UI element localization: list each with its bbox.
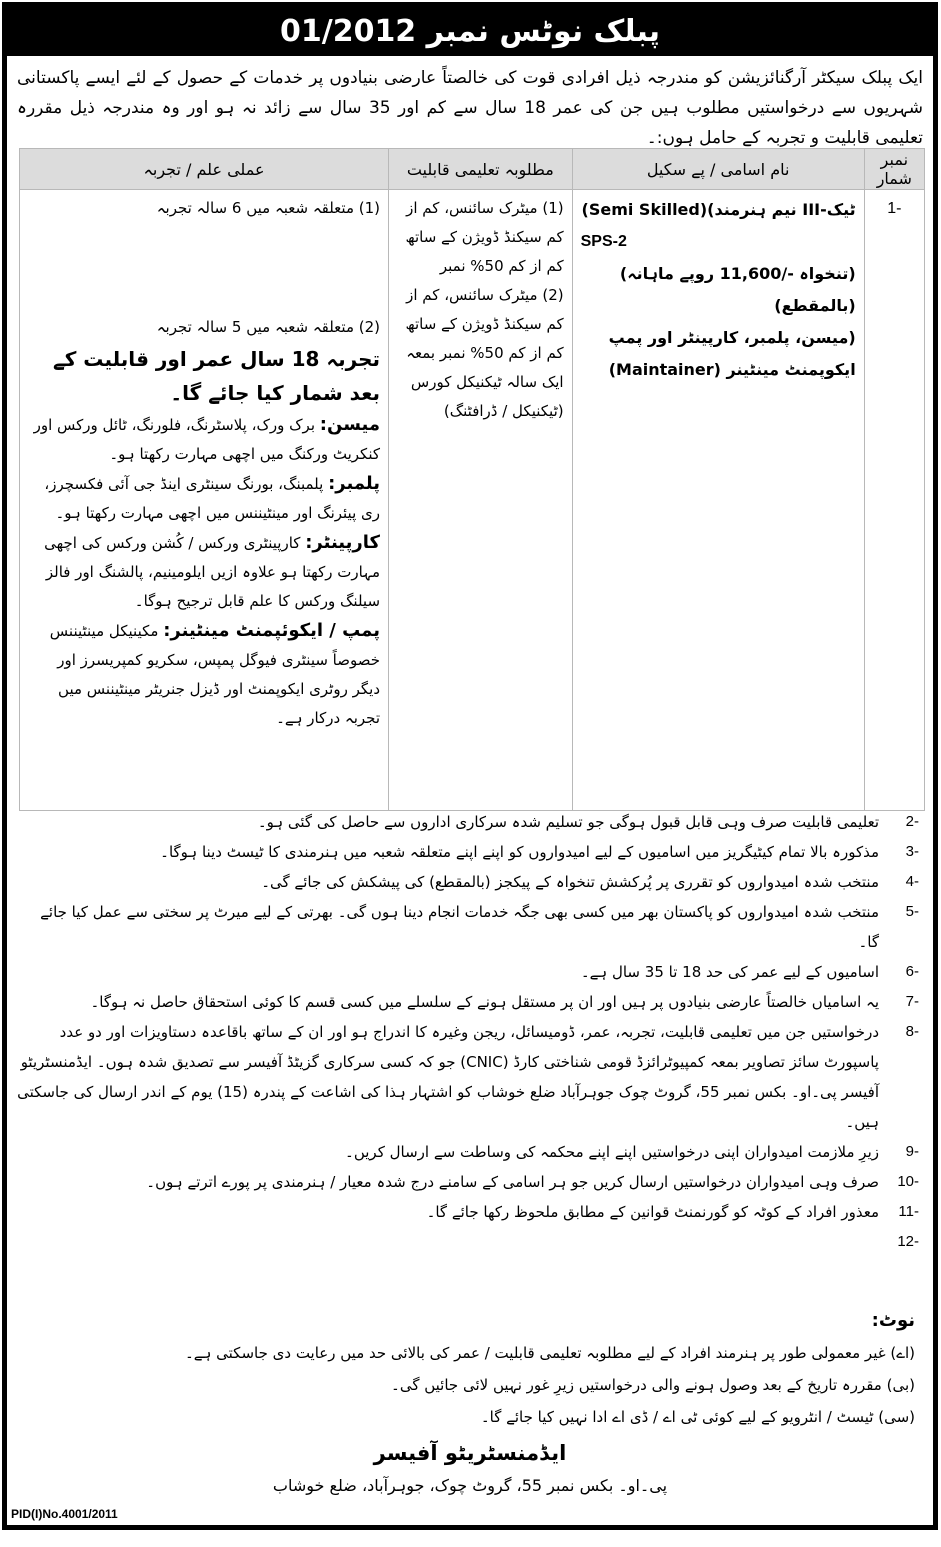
list-item — [17, 1197, 923, 1227]
item-number: -4 — [905, 873, 919, 890]
salary: (تنخواہ -/11,600 روپے ماہانہ)(بالمقطع) — [619, 264, 856, 315]
cell-education — [389, 190, 573, 811]
list-item — [17, 867, 923, 897]
trades: (میسن، پلمبر، کارپینٹر اور پمپ ایکوپمنٹ مینٹینر (Maintainer) — [608, 328, 856, 379]
plumber-text: پلمبنگ، بورنگ سینٹری اینڈ جی آئی فکسچرز، ری پیئرنگ اور مینٹیننس میں اچھی مہارت رکھتا ہو۔ — [44, 475, 381, 522]
post-title: ٹیک-III نیم ہنرمند)(Semi Skilled) — [581, 200, 856, 219]
list-item — [17, 837, 923, 867]
mason-requirement — [28, 410, 380, 469]
notice-title-bar — [7, 7, 933, 56]
item-number: -9 — [905, 1143, 919, 1160]
carpenter-text: کارپینٹری ورکس / کُشن ورکس کی اچھی مہارت رکھتا ہو علاوہ ازیں ایلومینیم، پالشنگ اور فالز سیلنگ ورکس کا علم قابل ترجیح ہوگا۔ — [44, 534, 381, 610]
item-text: تعلیمی قابلیت صرف وہی قابل قبول ہوگی جو تسلیم شدہ سرکاری اداروں سے حاصل کی گئی ہو۔ — [257, 813, 879, 831]
carpenter-label: کارپینٹر: — [305, 532, 381, 553]
item-number: -6 — [905, 963, 919, 980]
education-option-2-detail: (ٹیکنیکل / ڈرافٹنگ) — [443, 402, 564, 420]
item-number: -7 — [905, 993, 919, 1010]
item-number: -5 — [905, 903, 919, 920]
pump-maintainer-requirement — [28, 616, 380, 733]
experience-note: تجربہ 18 سال عمر اور قابلیت کے بعد شمار کیا جائے گا۔ — [52, 347, 381, 405]
notice-frame — [2, 2, 938, 1530]
signature-block — [7, 1435, 933, 1501]
pay-scale: SPS-2 — [580, 233, 627, 250]
item-text: اسامیوں کے لیے عمر کی حد 18 تا 35 سال ہے۔ — [580, 963, 879, 981]
list-item — [17, 807, 923, 837]
list-item — [17, 1167, 923, 1197]
list-item — [17, 987, 923, 1017]
note-item: (اے) غیر معمولی طور پر ہنرمند افراد کے لیے مطلوبہ تعلیمی قابلیت / عمر کی بالائی حد میں رعایت دی جاسکتی ہے۔ — [185, 1344, 915, 1362]
conditions-list — [17, 807, 923, 1257]
list-item — [17, 1137, 923, 1167]
item-number: -10 — [897, 1173, 919, 1190]
mason-label: میسن: — [319, 414, 381, 435]
note-item: (سی) ٹیسٹ / انٹرویو کے لیے کوئی ٹی اے / ڈی اے ادا نہیں کیا جائے گا۔ — [480, 1408, 915, 1426]
experience-option-2: (2) متعلقہ شعبہ میں 5 سالہ تجربہ — [156, 318, 381, 336]
note-item: (بی) مقررہ تاریخ کے بعد وصول ہونے والی درخواستیں زیرِ غور نہیں لائی جائیں گی۔ — [391, 1376, 915, 1394]
cell-serial: -1 — [864, 190, 924, 811]
item-text: معذور افراد کے کوٹہ کو گورنمنٹ قوانین کے مطابق ملحوظ رکھا جائے گا۔ — [426, 1203, 879, 1221]
cell-experience — [20, 190, 389, 811]
plumber-requirement — [28, 469, 380, 528]
header-education: مطلوبہ تعلیمی قابلیت — [389, 149, 573, 190]
item-text: منتخب شدہ امیدواروں کو تقرری پر پُرکشش تنخواہ کے پیکجز (بالمقطع) کی پیشکش کی جائے گی۔ — [261, 873, 879, 891]
office-address: پی۔او۔ بکس نمبر 55، گروٹ چوک، جوہرآباد، ضلع خوشاب — [272, 1476, 668, 1495]
item-text: درخواستیں جن میں تعلیمی قابلیت، تجربہ، عمر، ڈومیسائل، ریجن وغیرہ کا اندراج ہو اور ان کے ساتھ باقاعدہ دستاویزات اور دو عدد پاسپورٹ سائز تصاویر بمعہ کمپیوٹرائزڈ قومی شناختی کارڈ (CNIC) جو کہ کسی سرکاری گزیٹڈ آفیسر سے تصدیق شدہ ہوں۔ ایڈمنسٹریٹو آفیسر پی۔او۔ بکس نمبر 55، گروٹ چوک جوہرآباد ضلع خوشاب کو اشتہار ہذا کی اشاعت کے پندرہ (15) یوم کے اندر ارسال کی جاسکتی ہیں۔ — [17, 1023, 879, 1131]
item-text: منتخب شدہ امیدواروں کو پاکستان بھر میں کسی بھی جگہ خدمات انجام دینا ہوں گی۔ بھرتی کے لیے میرٹ پر سختی سے عمل کیا جائے گا۔ — [40, 903, 879, 951]
item-number: -2 — [905, 813, 919, 830]
item-text: مذکورہ بالا تمام کیٹیگریز میں اسامیوں کے لیے امیدواروں کو اپنے اپنے متعلقہ شعبہ میں ہنرمندی کا ٹیسٹ دینا ہوگا۔ — [160, 843, 879, 861]
item-number: -3 — [905, 843, 919, 860]
issuing-office: ایڈمنسٹریٹو آفیسر — [373, 1441, 567, 1465]
cell-post-name — [572, 190, 864, 811]
plumber-label: پلمبر: — [328, 473, 381, 494]
pid-number: PID(I)No.4001/2011 — [11, 1507, 118, 1521]
list-item — [17, 1227, 923, 1257]
item-text: زیرِ ملازمت امیدواران اپنی درخواستیں اپنے اپنے محکمہ کی وساطت سے ارسال کریں۔ — [345, 1143, 879, 1161]
item-text: صرف وہی امیدواران درخواستیں ارسال کریں جو ہر اسامی کے سامنے درج شدہ معیار / ہنرمندی پر پورے اترتے ہوں۔ — [146, 1173, 879, 1191]
education-option-2: (2) میٹرک سائنس، کم از کم سیکنڈ ڈویژن کے ساتھ کم از کم 50% نمبر بمعہ ایک سالہ ٹیکنیکل کورس — [405, 286, 564, 391]
list-item — [17, 1017, 923, 1137]
pump-maintainer-label: پمپ / ایکوئپمنٹ مینٹینر: — [163, 620, 381, 641]
experience-option-1: (1) متعلقہ شعبہ میں 6 سالہ تجربہ — [156, 199, 381, 217]
header-serial: نمبر شمار — [864, 149, 924, 190]
mason-text: برک ورک، پلاسٹرنگ، فلورنگ، ٹائل ورکس اور کنکریٹ ورکنگ میں اچھی مہارت رکھتا ہو۔ — [33, 416, 381, 463]
table-row — [20, 190, 925, 811]
list-item — [17, 897, 923, 957]
intro-paragraph: ایک پبلک سیکٹر آرگنائزیشن کو مندرجہ ذیل افرادی قوت کی خالصتاً عارضی بنیادوں پر خدمات کے حصول کے لئے ایسے پاکستانی شہریوں سے درخواستیں مطلوب ہیں جن کی عمر 18 سال سے کم اور 35 سال سے زائد نہ ہو اور وہ مندرجہ ذیل مقررہ تعلیمی قابلیت و تجربہ کے حامل ہوں:۔ — [17, 68, 923, 148]
item-number: -8 — [905, 1023, 919, 1040]
item-text — [17, 1227, 879, 1257]
posts-table — [19, 148, 925, 811]
item-number: -11 — [898, 1203, 919, 1220]
carpenter-requirement — [28, 528, 380, 616]
item-text: یہ اسامیاں خالصتاً عارضی بنیادوں پر ہیں اور ان پر مستقل ہونے کے سلسلے میں کسی قسم کا کوئی استحقاق حاصل نہ ہوگا۔ — [90, 993, 879, 1011]
education-option-1: (1) میٹرک سائنس، کم از کم سیکنڈ ڈویژن کے ساتھ کم از کم 50% نمبر — [405, 199, 564, 275]
notes-section — [35, 1305, 915, 1433]
header-post-name: نام اسامی / پے سکیل — [572, 149, 864, 190]
table-header-row — [20, 149, 925, 190]
list-item — [17, 957, 923, 987]
notes-heading: نوٹ: — [871, 1310, 915, 1331]
notice-title: پبلک نوٹس نمبر 01/2012 — [279, 14, 661, 49]
item-number: -12 — [897, 1233, 919, 1250]
header-experience: عملی علم / تجربہ — [20, 149, 389, 190]
pump-maintainer-text: مکینیکل مینٹیننس خصوصاً سینٹری فیوگل پمپس، سکریو کمپریسرز اور دیگر روٹری ایکوپمنٹ اور ڈیزل جنریٹر مینٹیننس میں تجربہ درکار ہے۔ — [49, 622, 381, 727]
